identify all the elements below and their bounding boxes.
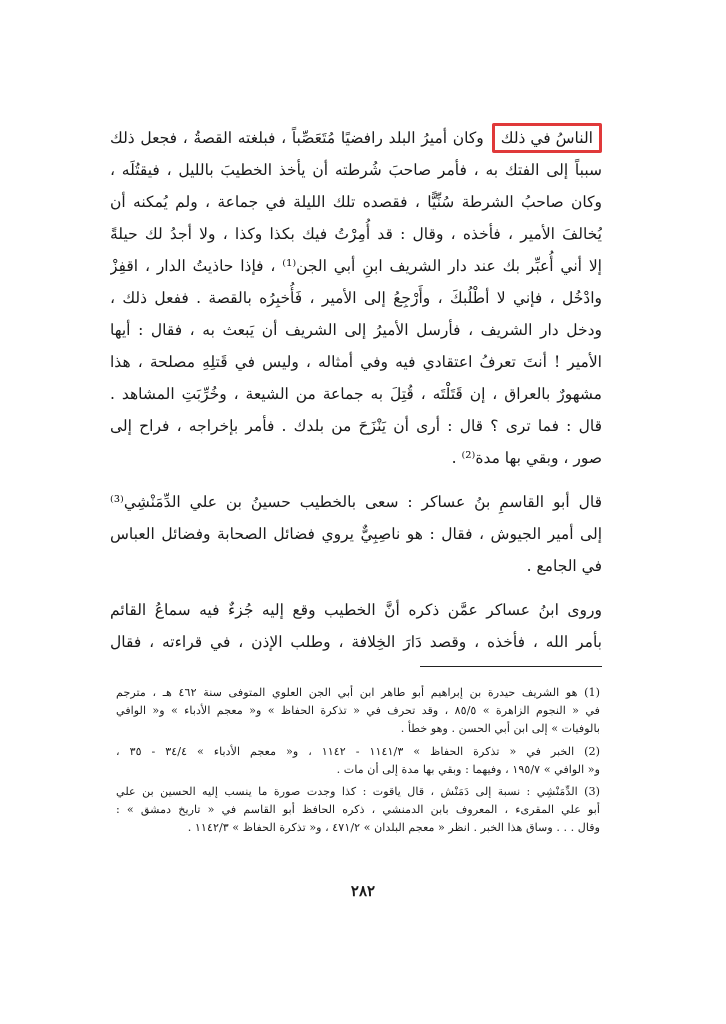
text-line: إلا أني أُعبِّر بك عند دار الشريف ابنِ أبي الجن⁽¹⁾ ، فإذا حاذيتُ الدار ، اقفِزْ: [110, 257, 602, 275]
text-line: ودخل دار الشريف ، فأرسل الأميرُ إلى الشريف أن يَبعث به ، فقال : أيها: [110, 321, 602, 339]
text-line: الأمير ! أنتَ تعرفُ اعتقادي فيه وفي أمثاله ، وليس في قَتلِهِ مصلحة ، هذا: [110, 353, 602, 371]
footnote-separator: [420, 666, 602, 667]
text-line: وكان صاحبُ الشرطة سُنِّيًّا ، فقصده تلك الليلة في جماعة ، ولم يُمكنه أن: [110, 193, 602, 211]
footnotes: [116, 684, 600, 838]
text-line: [110, 122, 602, 154]
text-line: قال أبو القاسمِ بنُ عساكر : سعى بالخطيب حسينُ بن علي الدِّمَنْشِي⁽³⁾: [110, 493, 602, 511]
highlighted-phrase[interactable]: الناسُ في ذلك: [492, 123, 602, 153]
text-line: يُخالفَ الأمير ، فأخذه ، وقال : قد أُمِرْتُ فيك بكذا وكذا ، ولا أجدُ لك حيلةً: [110, 225, 602, 243]
text-line: صور ، وبقي بها مدة⁽²⁾ .: [451, 449, 602, 467]
footnote-line: أبو علي المقرىء ، المعروف بابن الدمنشي ، ذكره الحافظ أبو القاسم في « تاريخ دمشق » :: [116, 803, 600, 817]
footnote-line: في « النجوم الزاهرة » ٨٥/٥ ، وقد تحرف في « تذكرة الحفاظ » و« معجم الأدباء » و« الوافي: [116, 704, 600, 718]
text-line: مشهورٌ بالعراق ، إن قَتَلْتَه ، قُتِلَ به جماعة من الشيعة ، وخُرِّبَتِ المشاهد .: [110, 385, 602, 403]
footnote-line: (1) هو الشريف حيدرة بن إبراهيم أبو طاهر ابن أبي الجن العلوي المتوفى سنة ٤٦٢ هـ ، مترجم: [116, 686, 600, 699]
text-line: في الجامع .: [526, 557, 602, 575]
text-line: وادْخُل ، فإني لا أطْلُبكَ ، وأَرْجِعُ إلى الأمير ، فَأُخبِرُه بالقصة . ففعل ذلك ،: [110, 289, 602, 307]
text-line: سبباً إلى الفتك به ، فأمر صاحبَ شُرطته أن يأخذ الخطيبَ بالليل ، فيقتُلَه ،: [110, 161, 602, 179]
text-line: قال : فما ترى ؟ قال : أرى أن يَنْزَحَ من بلدك . فأمر بإخراجه ، فراح إلى: [110, 417, 602, 435]
text-line: بأمر الله ، فأخذه ، وقصد دَارَ الخِلافة ، وطلب الإذن ، في قراءته ، فقال: [110, 633, 602, 651]
text-line: وروى ابنُ عساكر عمَّن ذكره أنَّ الخطيب وقع إليه جُزءٌ فيه سماعُ القائم: [110, 601, 602, 619]
page-number: ٢٨٢: [350, 882, 376, 900]
main-text: [110, 122, 602, 658]
footnote-line: (3) الدِّمَنْشِي : نسبة إلى دَمَنْش ، قال ياقوت : كذا وجدت صورة ما ينسب إليه الحسين بن علي: [116, 784, 600, 798]
footnote-line: بالوفيات » إلى ابن أبي الحسن . وهو خطأ .: [400, 722, 600, 736]
text-line-rest: وكان أميرُ البلد رافضيًا مُتَعَصِّباً ، فبلغته القصةُ ، فجعل ذلك: [110, 129, 484, 147]
footnote-line: وقال . . . وساق هذا الخبر . انظر « معجم البلدان » ٤٧١/٢ ، و« تذكرة الحفاظ » ١١٤٢/٣ .: [187, 821, 600, 835]
text-line: إلى أمير الجيوش ، فقال : هو ناصِبِيٌّ يروي فضائل الصحابة وفضائل العباس: [110, 525, 602, 543]
footnote-line: (2) الخبر في « تذكرة الحفاظ » ١١٤١/٣ - ١١٤٢ ، و« معجم الأدباء » ٣٤/٤ - ٣٥ ،: [116, 744, 600, 758]
footnote-line: و« الوافي » ١٩٥/٧ ، وفيهما : وبقي بها مدة إلى أن مات .: [336, 762, 600, 776]
